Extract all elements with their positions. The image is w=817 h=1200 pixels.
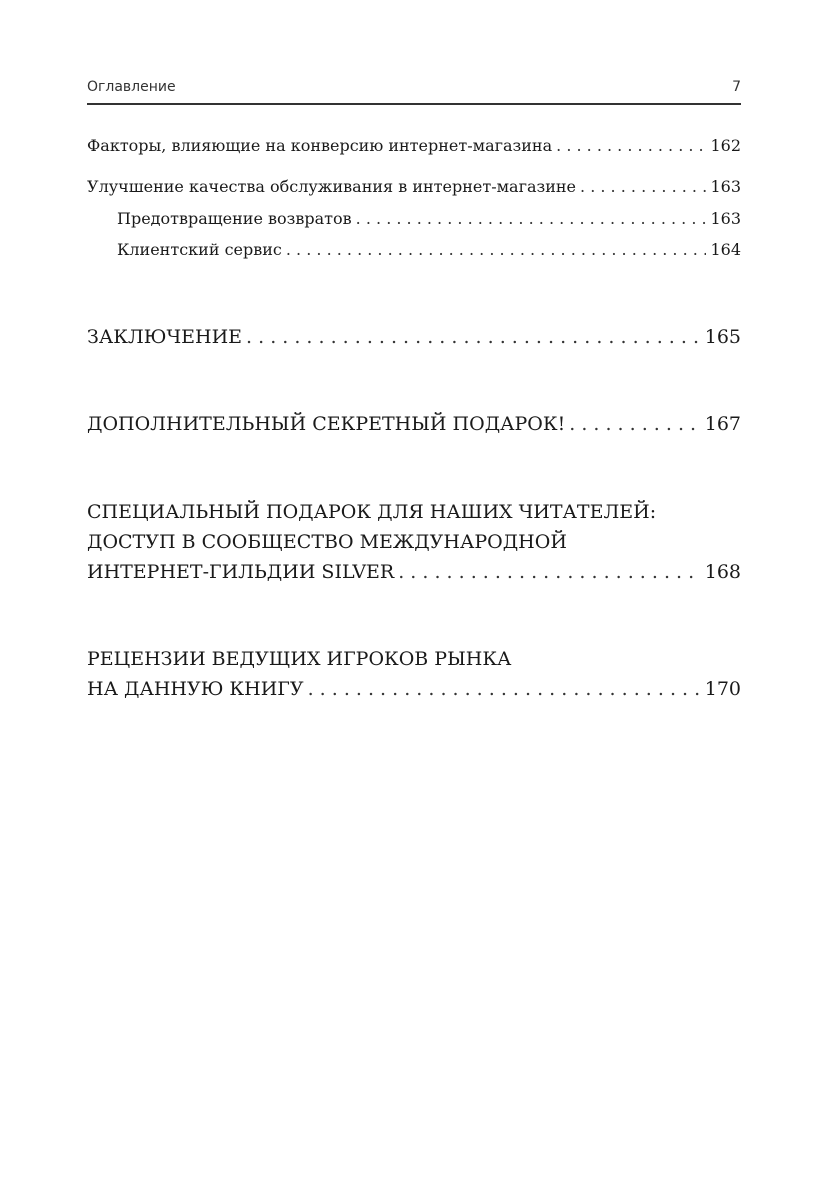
toc-entry-title: Предотвращение возвратов [117,209,352,228]
toc-chapter-title-line: СПЕЦИАЛЬНЫЙ ПОДАРОК ДЛЯ НАШИХ ЧИТАТЕЛЕЙ: [87,501,657,523]
dot-leader [398,561,701,583]
toc-subentry[interactable] [117,240,741,259]
toc-entry[interactable] [87,177,741,196]
toc-chapter-title: ИНТЕРНЕТ-ГИЛЬДИИ SILVER [87,561,395,583]
toc-chapter-title-line: ДОСТУП В СООБЩЕСТВО МЕЖДУНАРОДНОЙ [87,531,567,553]
header-title: Оглавление [87,79,176,95]
dot-leader [356,209,707,228]
toc-entry-page: 163 [710,209,741,228]
toc-chapter-title: ЗАКЛЮЧЕНИЕ [87,326,243,348]
toc-subentry[interactable] [117,209,741,228]
toc-entry-page: 163 [710,177,741,196]
toc-chapter-page: 170 [704,678,741,700]
toc-chapter[interactable] [87,561,741,583]
toc-entry-title: Факторы, влияющие на конверсию интернет-магазина [87,136,553,155]
toc-chapter-title: НА ДАННУЮ КНИГУ [87,678,304,700]
toc-entry[interactable] [87,136,741,155]
dot-leader [569,413,701,435]
toc-chapter-title: ДОПОЛНИТЕЛЬНЫЙ СЕКРЕТНЫЙ ПОДАРОК! [87,413,566,435]
toc-chapter-page: 165 [704,326,741,348]
toc-chapter[interactable] [87,678,741,700]
dot-leader [286,240,707,259]
dot-leader [556,136,706,155]
toc-chapter[interactable] [87,326,741,348]
toc-chapter[interactable] [87,413,741,435]
toc-chapter-page: 168 [704,561,741,583]
toc-entry-title: Улучшение качества обслуживания в интернет-магазине [87,177,577,196]
toc-chapter-title-line: РЕЦЕНЗИИ ВЕДУЩИХ ИГРОКОВ РЫНКА [87,648,512,670]
toc-chapter-page: 167 [704,413,741,435]
toc-entry-page: 162 [710,136,741,155]
running-header [87,77,741,105]
dot-leader [308,678,701,700]
toc-entry-page: 164 [710,240,741,259]
dot-leader [246,326,701,348]
toc-entry-title: Клиентский сервис [117,240,282,259]
page-number: 7 [732,79,741,95]
dot-leader [580,177,706,196]
